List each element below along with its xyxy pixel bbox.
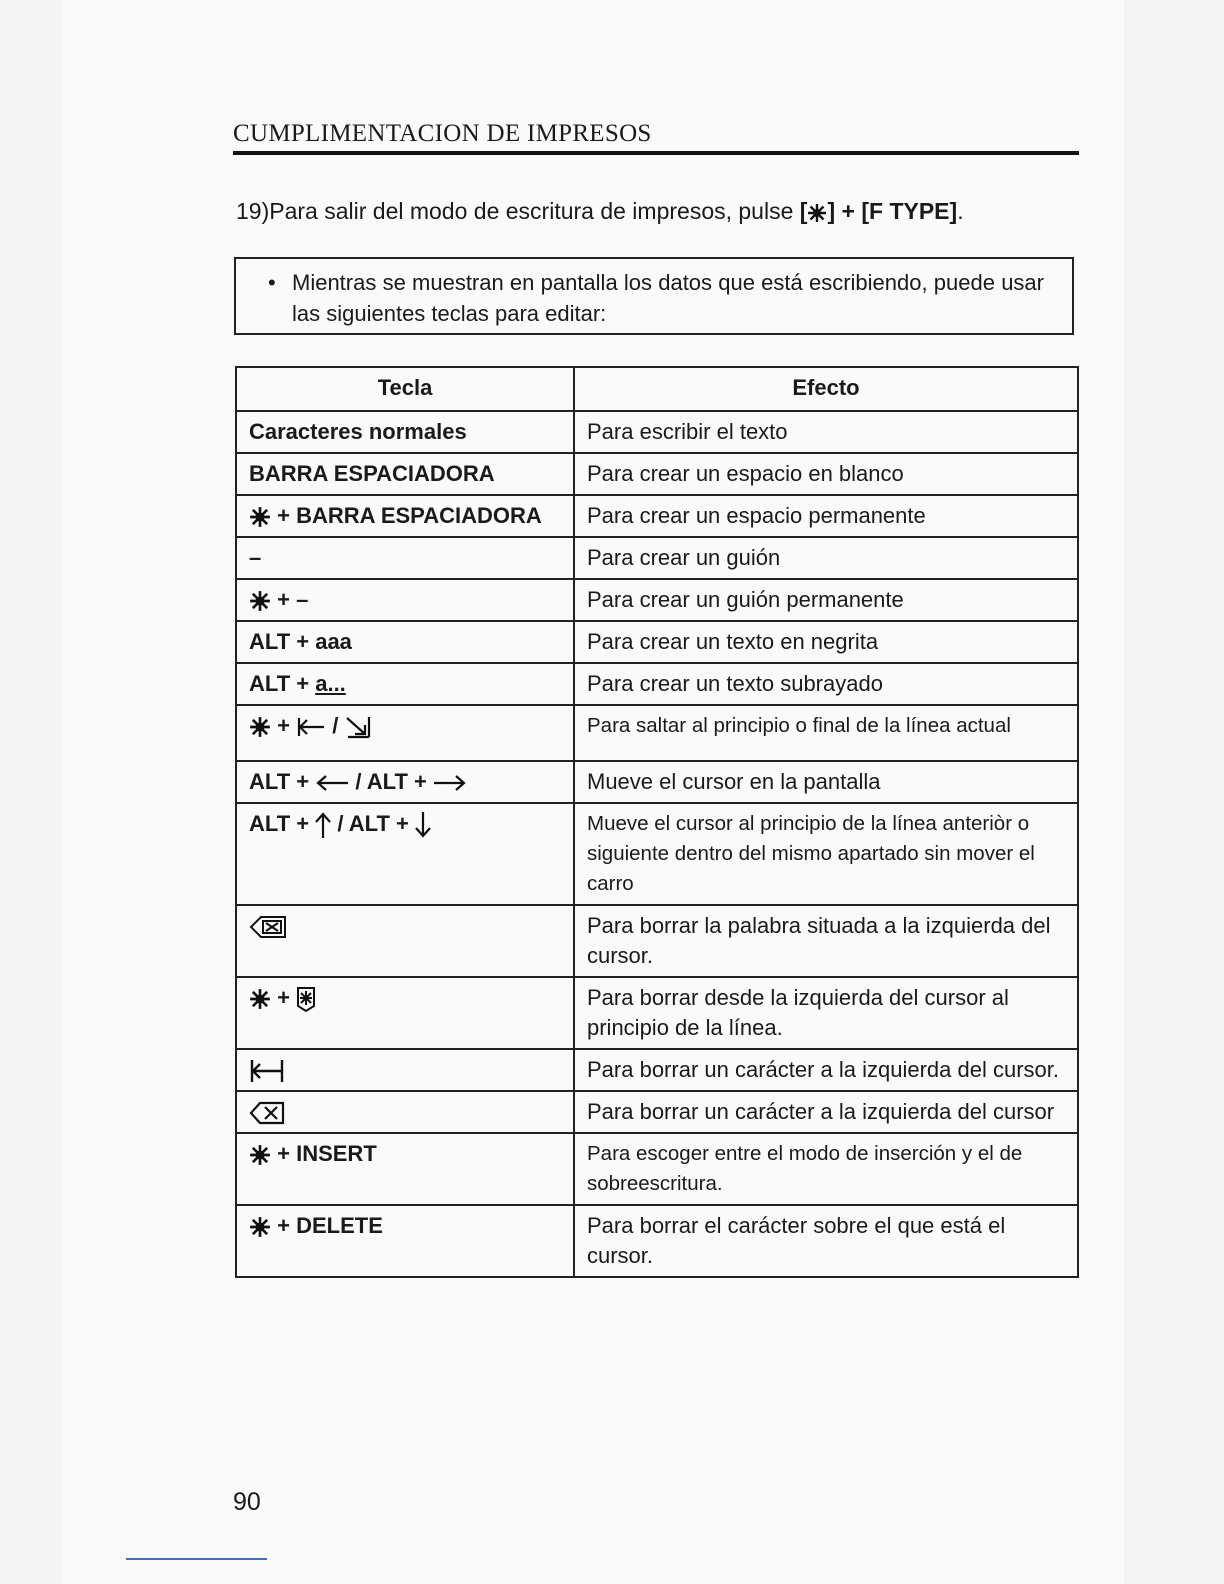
table-row [236,663,1078,705]
row-effect: Para crear un guión permanente [574,579,1078,621]
step-text: 19)Para salir del modo de escritura de impresos, pulse [236,198,800,224]
row-key-text: + [277,985,290,1010]
right-arrow-icon [433,775,467,791]
row-key-text: ALT + [249,811,310,836]
table-row [236,411,1078,453]
row-key [236,803,574,905]
step-key1-open: [ [799,198,808,224]
step-key1-close: ] [827,198,836,224]
row-effect: Para crear un espacio en blanco [574,453,1078,495]
row-effect: Para borrar el carácter sobre el que está el cursor. [574,1205,1078,1277]
row-key-sep: / ALT + [355,769,427,794]
row-key-text: + [277,713,290,738]
left-arrow-icon [315,775,349,791]
code-key-icon [807,203,827,223]
note-bullet: • [268,270,276,295]
row-key-sep: / [332,713,339,738]
note-box [234,257,1074,335]
page-number: 90 [233,1488,261,1516]
row-key-sep: / ALT + [337,811,409,836]
table-row [236,621,1078,663]
code-key-icon [249,590,271,612]
row-effect: Para crear un texto en negrita [574,621,1078,663]
row-key [236,905,574,977]
row-effect: Para escribir el texto [574,411,1078,453]
row-effect: Para borrar un carácter a la izquierda del cursor. [574,1049,1078,1091]
table-row [236,537,1078,579]
row-key [236,663,574,705]
step-plus: + [835,198,862,224]
row-key: BARRA ESPACIADORA [236,453,574,495]
row-effect: Para borrar desde la izquierda del cursor al principio de la línea. [574,977,1078,1049]
row-key [236,1205,574,1277]
note-text: Mientras se muestran en pantalla los datos que está escribiendo, puede usar las siguientes teclas para editar: [292,270,1044,326]
header-effect: Efecto [574,367,1078,411]
end-arrow-icon [344,715,372,739]
row-key-text: + INSERT [277,1141,377,1167]
table-row [236,761,1078,803]
step-19 [236,198,964,225]
table-row [236,705,1078,761]
row-effect: Para borrar la palabra situada a la izquierda del cursor. [574,905,1078,977]
header-rule [233,151,1079,155]
home-arrow-icon [296,716,326,738]
row-effect: Para crear un guión [574,537,1078,579]
code-key-icon [249,506,271,528]
header-key: Tecla [236,367,574,411]
table-row [236,1205,1078,1277]
table-row [236,453,1078,495]
table-row [236,495,1078,537]
row-effect: Para crear un texto subrayado [574,663,1078,705]
row-effect: Para saltar al principio o final de la línea actual [574,705,1078,761]
row-key: – [236,537,574,579]
row-key-text: + – [277,587,309,612]
code-key-icon [249,716,271,738]
row-effect: Para escoger entre el modo de inserción y el de sobreescritura. [574,1133,1078,1205]
down-arrow-icon [415,811,431,839]
row-effect: Mueve el cursor en la pantalla [574,761,1078,803]
row-key [236,579,574,621]
row-key [236,761,574,803]
bottom-mark [126,1558,267,1560]
table-row [236,977,1078,1049]
delete-char-key-icon [249,1100,285,1126]
key-table [235,366,1079,1278]
code-key-icon [249,988,271,1010]
row-effect: Mueve el cursor al principio de la línea anteriòr o siguiente dentro del mismo apartado sin mover el carro [574,803,1078,905]
row-key [236,705,574,761]
step-key2: [F TYPE] [861,198,958,224]
up-arrow-icon [315,811,331,839]
row-key [236,977,574,1049]
row-key: ALT + aaa [236,621,574,663]
line-delete-key-icon [296,986,316,1012]
table-header-row [236,367,1078,411]
row-effect: Para crear un espacio permanente [574,495,1078,537]
row-key-text: + DELETE [277,1213,383,1239]
code-key-icon [249,1144,271,1166]
table-row [236,1049,1078,1091]
step-end: . [957,198,964,224]
row-key-text: ALT + [249,671,316,696]
row-effect: Para borrar un carácter a la izquierda del cursor [574,1091,1078,1133]
table-row [236,1091,1078,1133]
row-key-underlined: a... [315,671,346,696]
row-key-text: ALT + [249,769,310,794]
table-row [236,905,1078,977]
word-delete-key-icon [249,914,287,940]
page-header: CUMPLIMENTACION DE IMPRESOS [233,120,652,147]
row-key [236,495,574,537]
table-row [236,1133,1078,1205]
backspace-key-icon [249,1057,285,1085]
code-key-icon [249,1216,271,1238]
table-row [236,803,1078,905]
row-key [236,1049,574,1091]
row-key-text: + BARRA ESPACIADORA [277,503,542,528]
row-key: Caracteres normales [236,411,574,453]
row-key [236,1133,574,1205]
row-key [236,1091,574,1133]
table-row [236,579,1078,621]
